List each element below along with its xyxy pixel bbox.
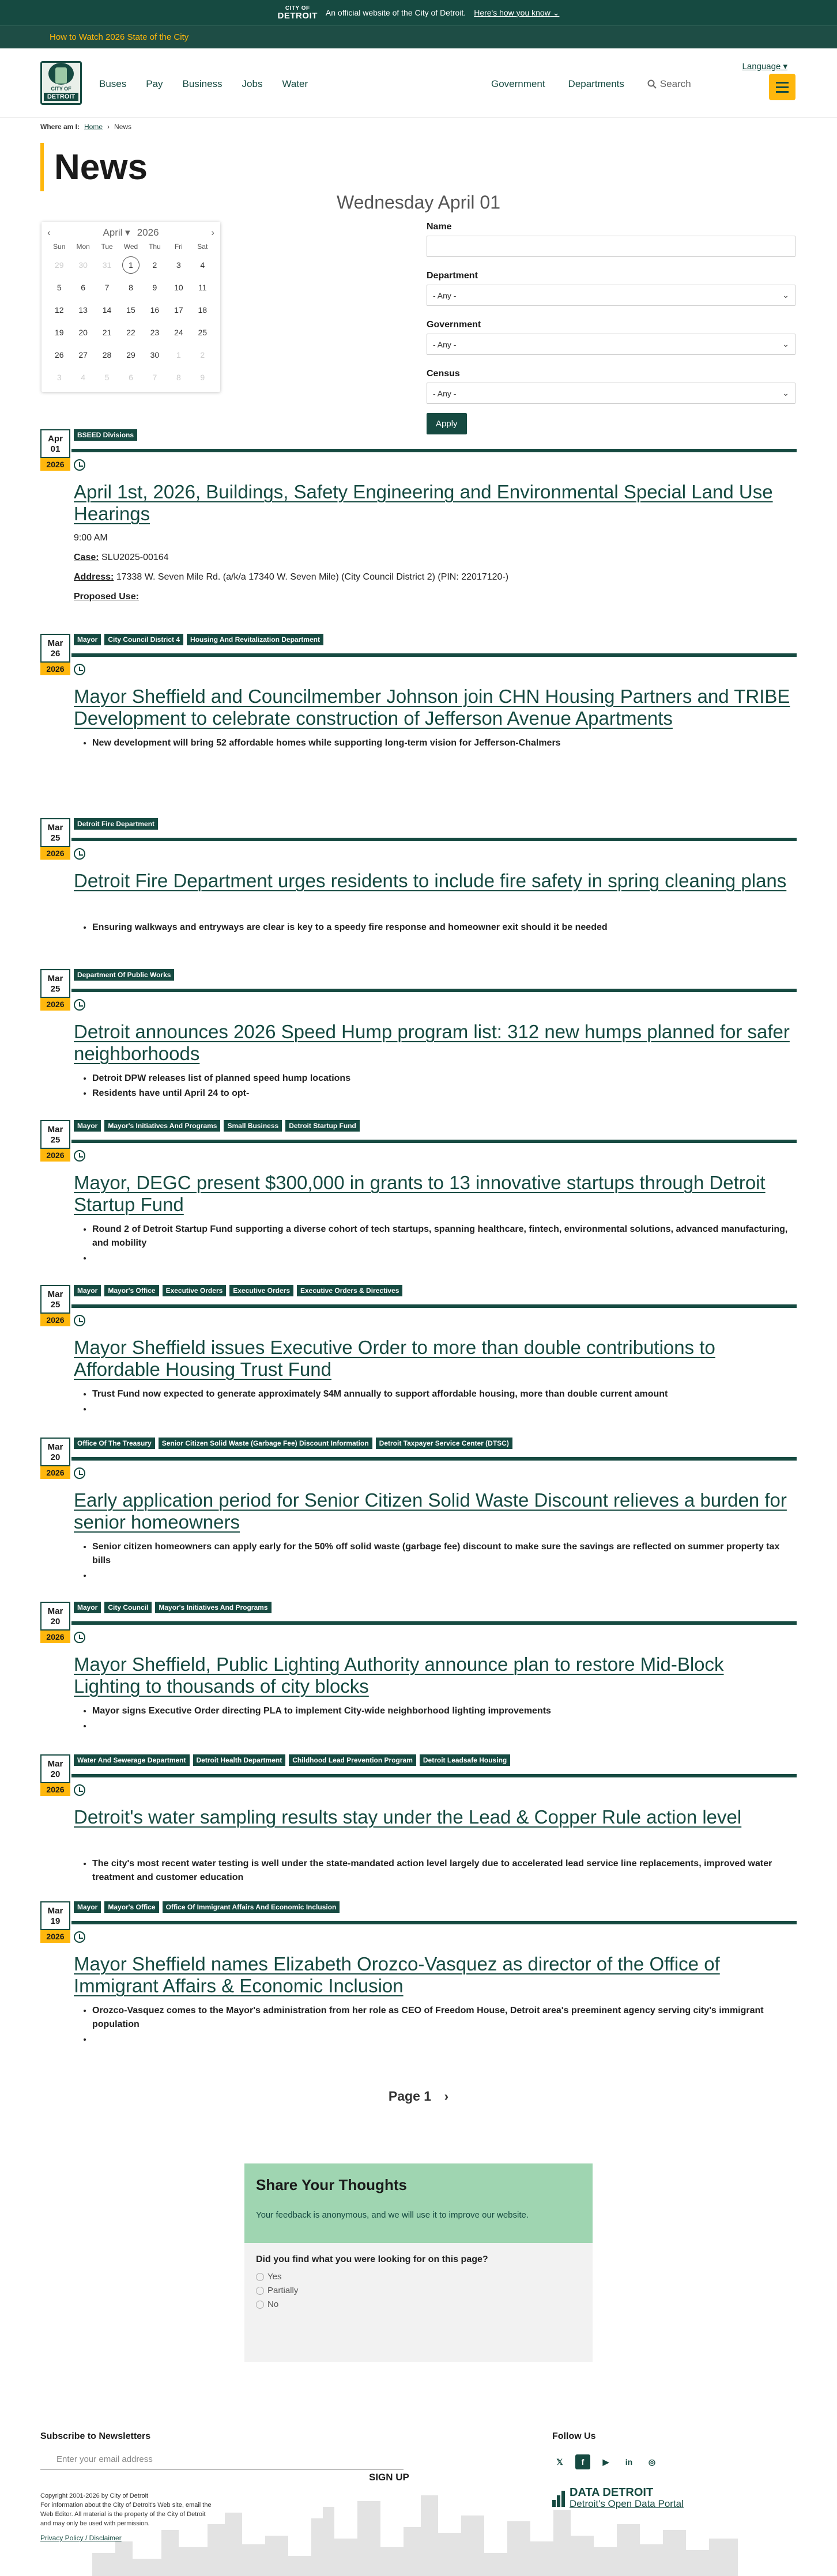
page-indicator: Page 1 — [388, 2089, 432, 2104]
divider — [71, 1921, 797, 1924]
tag-list — [74, 429, 137, 441]
article-summary — [92, 921, 795, 936]
divider — [71, 838, 797, 841]
clock-icon — [74, 1315, 85, 1326]
tag-list — [74, 634, 323, 645]
calendar-day[interactable]: 30 — [78, 260, 88, 270]
category-tag[interactable]: Detroit Taxpayer Service Center (DTSC) — [376, 1438, 512, 1449]
date-badge: Mar 25 2026 — [40, 969, 70, 1011]
name-field[interactable] — [427, 236, 795, 257]
article-summary — [92, 1540, 795, 1584]
tag-list — [74, 1285, 402, 1296]
calendar-day[interactable]: 31 — [102, 260, 112, 270]
date-badge: Mar 20 2026 — [40, 1602, 70, 1643]
calendar-day[interactable]: 6 — [81, 283, 86, 292]
tag-list — [74, 1120, 360, 1132]
pagination — [0, 2089, 837, 2104]
calendar-day[interactable] — [119, 254, 142, 277]
calendar-day[interactable]: 6 — [129, 373, 133, 382]
nav-buses[interactable]: Buses — [99, 78, 127, 89]
divider — [71, 1304, 797, 1308]
calendar-day[interactable]: 13 — [78, 305, 88, 315]
category-tag[interactable]: Mayor — [74, 1602, 101, 1613]
summary-bullet — [92, 1402, 795, 1416]
weekday-header: Sat — [197, 243, 208, 251]
calendar-day[interactable]: 19 — [54, 328, 64, 337]
date-badge: Mar 26 2026 — [40, 634, 70, 675]
clock-icon — [74, 664, 85, 675]
calendar-day[interactable]: 18 — [198, 305, 208, 315]
clock-icon — [74, 1931, 85, 1943]
calendar-day[interactable]: 15 — [126, 305, 135, 315]
survey-subtitle: Your feedback is anonymous, and we will use it to improve our website. — [256, 2210, 529, 2220]
summary-bullet — [92, 2033, 795, 2047]
date-badge: Mar 25 2026 — [40, 1285, 70, 1326]
calendar-day[interactable]: 25 — [198, 328, 208, 337]
calendar-day[interactable]: 26 — [54, 350, 64, 360]
youtube-icon[interactable]: ▶ — [602, 2457, 609, 2467]
month-select[interactable]: April ▾ — [103, 227, 130, 238]
calendar-day[interactable]: 7 — [104, 283, 110, 292]
category-tag[interactable]: Detroit Leadsafe Housing — [420, 1754, 510, 1766]
breadcrumb-current: News — [114, 123, 132, 131]
category-tag[interactable]: Mayor — [74, 1901, 101, 1913]
date-picker-calendar — [42, 222, 220, 392]
category-tag[interactable]: BSEED Divisions — [74, 429, 137, 441]
category-tag[interactable]: Mayor — [74, 1285, 101, 1296]
radio-icon — [256, 2273, 264, 2281]
article-title-link[interactable]: Early application period for Senior Citizen Solid Waste Discount relieves a burden for senior homeowners — [74, 1489, 787, 1533]
weekday-header: Sun — [53, 243, 66, 251]
weekday-header: Fri — [174, 243, 183, 251]
city-seal: CITY OF DETROIT — [277, 5, 318, 21]
official-text: An official website of the City of Detroit. — [325, 8, 466, 17]
nav-jobs[interactable]: Jobs — [242, 78, 263, 89]
article-meta: 9:00 AM Case: SLU2025-00164 Address: 17338 W. Seven Mile Rd. (a/k/a 17340 W. Seven Mile) (City Council District 2) (PIN: 22017120-) Proposed Use: — [74, 533, 509, 602]
calendar-day[interactable]: 9 — [152, 283, 157, 292]
summary-bullet: • Senior citizen homeowners can apply early for the 50% off solid waste (garbage fee) discount to make sure the savings are reflected on summer property tax bills — [92, 1540, 795, 1568]
clock-icon — [74, 1150, 85, 1162]
date-badge: Mar 19 2026 — [40, 1901, 70, 1943]
article-title-link[interactable]: Mayor Sheffield and Councilmember Johnson join CHN Housing Partners and TRIBE Development to celebrate construction of Jefferson Avenue Apartments — [74, 686, 790, 729]
category-tag[interactable]: Office Of The Treasury — [74, 1438, 155, 1449]
main-nav — [99, 78, 308, 90]
nav-pay[interactable]: Pay — [146, 78, 163, 89]
summary-bullet: • The city's most recent water testing is well under the state-mandated action level largely due to accelerated lead service line replacements, improved water treatment and customer education — [92, 1857, 795, 1885]
category-tag[interactable]: Executive Orders — [229, 1285, 293, 1296]
calendar-day[interactable]: 29 — [54, 260, 64, 270]
year-input[interactable]: 2026 — [137, 227, 159, 238]
calendar-day[interactable]: 24 — [174, 328, 183, 337]
calendar-day[interactable]: 12 — [54, 305, 64, 315]
category-tag[interactable]: Detroit Fire Department — [74, 818, 158, 830]
calendar-day[interactable]: 23 — [150, 328, 160, 337]
tag-list — [74, 1901, 340, 1913]
article-title-link[interactable]: April 1st, 2026, Buildings, Safety Engineering and Environmental Special Land Use Hearings — [74, 481, 773, 524]
category-tag[interactable]: Housing And Revitalization Department — [187, 634, 323, 645]
breadcrumb-home[interactable]: Home — [84, 123, 103, 131]
site-header — [0, 48, 837, 118]
calendar-day[interactable]: 3 — [176, 260, 181, 270]
article-summary — [92, 1704, 795, 1734]
secondary-nav — [491, 78, 691, 90]
clock-icon — [74, 999, 85, 1011]
calendar-day[interactable]: 16 — [150, 305, 160, 315]
divider — [71, 1457, 797, 1461]
category-tag[interactable]: Mayor's Initiatives And Programs — [104, 1120, 220, 1132]
clock-icon — [74, 1632, 85, 1643]
clock-icon — [74, 848, 85, 860]
summary-bullet: • Detroit DPW releases list of planned speed hump locations — [92, 1072, 795, 1085]
hamburger-menu-button[interactable] — [769, 74, 795, 100]
instagram-icon[interactable]: ◎ — [648, 2457, 656, 2467]
how-you-know-link[interactable]: Here's how you know ⌄ — [474, 7, 560, 17]
next-month-icon[interactable]: › — [211, 227, 214, 238]
date-badge: Mar 25 2026 — [40, 818, 70, 860]
name-label: Name — [427, 222, 452, 232]
privacy-link[interactable]: Privacy Policy / Disclaimer — [40, 2534, 122, 2542]
alert-link[interactable]: How to Watch 2026 State of the City — [50, 32, 189, 42]
survey-option-yes[interactable]: Yes — [256, 2272, 581, 2282]
date-badge: Mar 20 2026 — [40, 1438, 70, 1479]
article-title-link[interactable]: Detroit announces 2026 Speed Hump program list: 312 new humps planned for safer neighborhoods — [74, 1021, 790, 1064]
category-tag[interactable]: Mayor — [74, 1120, 101, 1132]
calendar-day[interactable]: 5 — [104, 373, 110, 382]
radio-icon — [256, 2301, 264, 2309]
official-banner — [0, 0, 837, 25]
weekday-header: Thu — [149, 243, 161, 251]
prev-month-icon[interactable]: ‹ — [47, 227, 51, 238]
date-heading: Wednesday April 01 — [336, 192, 501, 213]
clock-icon — [74, 459, 85, 471]
category-tag[interactable]: Detroit Health Department — [193, 1754, 286, 1766]
article-summary — [92, 1072, 795, 1102]
calendar-day[interactable]: 27 — [78, 350, 88, 360]
linkedin-icon[interactable]: in — [625, 2457, 633, 2467]
summary-bullet: • Orozco-Vasquez comes to the Mayor's administration from her role as CEO of Freedom House, Detroit area's preeminent agency serving city's immigrant population — [92, 2004, 795, 2032]
article-title-link[interactable]: Mayor Sheffield, Public Lighting Authority announce plan to restore Mid-Block Lighting to thousands of city blocks — [74, 1654, 724, 1697]
calendar-day[interactable]: 20 — [78, 328, 88, 337]
nav-government[interactable]: Government — [491, 78, 545, 89]
divider — [71, 449, 797, 452]
category-tag[interactable]: Detroit Startup Fund — [285, 1120, 360, 1132]
summary-bullet: • Residents have until April 24 to opt- — [92, 1087, 795, 1100]
article-title-link[interactable]: Detroit Fire Department urges residents to include fire safety in spring cleaning plans — [74, 870, 787, 891]
summary-bullet: • Mayor signs Executive Order directing PLA to implement City-wide neighborhood lighting improvements — [92, 1704, 795, 1718]
tag-list — [74, 1438, 512, 1449]
census-select[interactable]: - Any - ⌄ — [427, 383, 795, 404]
city-logo[interactable]: CITY OF DETROIT — [40, 61, 82, 105]
category-tag[interactable]: City Council District 4 — [104, 634, 183, 645]
summary-bullet: • Round 2 of Detroit Startup Fund supporting a diverse cohort of tech startups, spanning healthcare, fintech, environmental solutions, advanced manufacturing, and mobility — [92, 1223, 795, 1250]
category-tag[interactable]: Executive Orders & Directives — [297, 1285, 402, 1296]
category-tag[interactable]: Childhood Lead Prevention Program — [289, 1754, 416, 1766]
facebook-icon[interactable]: f — [575, 2454, 590, 2469]
government-select[interactable]: - Any - ⌄ — [427, 334, 795, 355]
calendar-day[interactable]: 4 — [81, 373, 86, 382]
category-tag[interactable]: Mayor's Office — [104, 1901, 159, 1913]
calendar-day[interactable]: 22 — [126, 328, 135, 337]
calendar-day[interactable]: 1 — [176, 350, 181, 360]
survey-option-no[interactable]: No — [256, 2299, 581, 2309]
tag-list — [74, 969, 174, 981]
alert-bar[interactable] — [0, 25, 837, 48]
category-tag[interactable]: Senior Citizen Solid Waste (Garbage Fee) Discount Information — [159, 1438, 372, 1449]
tag-list — [74, 818, 158, 830]
next-page-icon[interactable]: › — [444, 2089, 449, 2104]
weekday-header: Mon — [76, 243, 90, 251]
category-tag[interactable]: Water And Sewerage Department — [74, 1754, 190, 1766]
calendar-grid — [47, 243, 214, 389]
date-badge: Apr 01 2026 — [40, 429, 70, 471]
calendar-day[interactable]: 9 — [200, 373, 205, 382]
calendar-day[interactable]: 29 — [126, 350, 135, 360]
summary-bullet — [92, 1569, 795, 1583]
date-badge: Mar 25 2026 — [40, 1120, 70, 1162]
calendar-day[interactable]: 21 — [102, 328, 112, 337]
apply-button[interactable]: Apply — [427, 413, 467, 434]
search-icon — [647, 80, 657, 89]
category-tag[interactable]: Mayor — [74, 634, 101, 645]
government-label: Government — [427, 320, 481, 330]
article-summary — [92, 1223, 795, 1266]
follow-title: Follow Us — [552, 2431, 596, 2441]
divider — [71, 1140, 797, 1143]
nav-business[interactable]: Business — [182, 78, 223, 89]
nav-departments[interactable]: Departments — [568, 78, 624, 89]
copyright: Copyright 2001-2026 by City of Detroit For information about the City of Detroit's Web site, email the Web Editor. All material is the property of the City of Detroit and may only be used with permission. — [40, 2492, 212, 2527]
site-footer — [0, 2431, 837, 2576]
calendar-day[interactable]: 3 — [56, 373, 62, 382]
divider — [71, 653, 797, 657]
category-tag[interactable]: Department Of Public Works — [74, 969, 174, 981]
data-bars-icon — [552, 2490, 565, 2507]
category-tag[interactable]: Mayor's Office — [104, 1285, 159, 1296]
calendar-day[interactable]: 8 — [176, 373, 181, 382]
category-tag[interactable]: Small Business — [224, 1120, 282, 1132]
weekday-header: Wed — [123, 243, 138, 251]
department-select[interactable]: - Any - ⌄ — [427, 285, 795, 306]
summary-bullet: • Trust Fund now expected to generate approximately $4M annually to support affordable housing, more than double current amount — [92, 1387, 795, 1401]
calendar-day[interactable]: 10 — [174, 283, 183, 292]
calendar-day[interactable]: 7 — [152, 373, 157, 382]
summary-bullet: • Ensuring walkways and entryways are clear is key to a speedy fire response and homeowner exit should it be needed — [92, 921, 795, 935]
summary-bullet — [92, 1719, 795, 1733]
search-input[interactable]: Search — [647, 78, 691, 90]
page-title: News — [40, 143, 148, 191]
signup-button[interactable]: SIGN UP — [369, 2472, 409, 2483]
calendar-day[interactable]: 5 — [56, 283, 62, 292]
data-detroit-link[interactable]: DATA DETROIT Detroit's Open Data Portal — [552, 2487, 684, 2510]
calendar-day[interactable]: 17 — [174, 305, 183, 315]
article-summary — [92, 2004, 795, 2048]
category-tag[interactable]: Executive Orders — [163, 1285, 227, 1296]
calendar-day[interactable]: 2 — [200, 350, 205, 360]
clock-icon — [74, 1467, 85, 1479]
social-links — [552, 2454, 659, 2469]
article-title-link[interactable]: Detroit's water sampling results stay under the Lead & Copper Rule action level — [74, 1806, 742, 1828]
tag-list — [74, 1602, 272, 1613]
article-title-link[interactable]: Mayor, DEGC present $300,000 in grants to 13 innovative startups through Detroit Startup Fund — [74, 1172, 766, 1215]
category-tag[interactable]: Office Of Immigrant Affairs And Economic Inclusion — [163, 1901, 340, 1913]
weekday-header: Tue — [101, 243, 113, 251]
filter-form — [427, 222, 795, 434]
chevron-right-icon: › — [107, 123, 110, 131]
clock-icon — [74, 1784, 85, 1796]
department-label: Department — [427, 271, 478, 281]
survey-option-partially[interactable]: Partially — [256, 2286, 581, 2295]
chevron-down-icon: ⌄ — [782, 339, 789, 349]
newsletter-title: Subscribe to Newsletters — [40, 2431, 151, 2441]
article-title-link[interactable]: Mayor Sheffield issues Executive Order to more than double contributions to Affordable Housing Trust Fund — [74, 1337, 715, 1380]
calendar-day[interactable]: 8 — [129, 283, 133, 292]
date-badge: Mar 20 2026 — [40, 1754, 70, 1796]
selected-day[interactable]: 1 — [122, 256, 140, 274]
calendar-day[interactable]: 4 — [200, 260, 205, 270]
survey-question: Did you find what you were looking for on this page? — [256, 2255, 488, 2264]
calendar-day[interactable]: 14 — [102, 305, 112, 315]
twitter-icon[interactable]: 𝕏 — [556, 2457, 563, 2467]
category-tag[interactable]: City Council — [104, 1602, 152, 1613]
article-title-link[interactable]: Mayor Sheffield names Elizabeth Orozco-Vasquez as director of the Office of Immigrant Affairs & Economic Inclusion — [74, 1953, 720, 1996]
survey-title: Share Your Thoughts — [256, 2176, 407, 2193]
calendar-day[interactable]: 2 — [152, 260, 157, 270]
logo-emblem-icon — [48, 63, 74, 85]
summary-bullet — [92, 1251, 795, 1265]
census-label: Census — [427, 369, 460, 379]
chevron-down-icon: ⌄ — [782, 388, 789, 398]
tag-list — [74, 1754, 510, 1766]
calendar-day[interactable]: 11 — [198, 283, 207, 292]
category-tag[interactable]: Mayor's Initiatives And Programs — [155, 1602, 271, 1613]
article-summary — [92, 736, 795, 751]
breadcrumb: Where am I: Home › News — [40, 123, 132, 131]
calendar-day[interactable]: 30 — [150, 350, 160, 360]
divider — [71, 989, 797, 992]
article-summary — [92, 1387, 795, 1417]
article-summary — [92, 1857, 795, 1886]
chevron-down-icon: ⌄ — [782, 290, 789, 300]
feedback-survey — [244, 2163, 593, 2362]
language-selector[interactable]: Language ▾ — [742, 62, 787, 71]
nav-water[interactable]: Water — [282, 78, 308, 89]
divider — [71, 1774, 797, 1777]
divider — [71, 1621, 797, 1625]
email-field[interactable]: Enter your email address — [40, 2450, 404, 2469]
calendar-day[interactable]: 28 — [102, 350, 112, 360]
radio-icon — [256, 2287, 264, 2295]
summary-bullet: • New development will bring 52 affordable homes while supporting long-term vision for Jefferson-Chalmers — [92, 736, 795, 750]
